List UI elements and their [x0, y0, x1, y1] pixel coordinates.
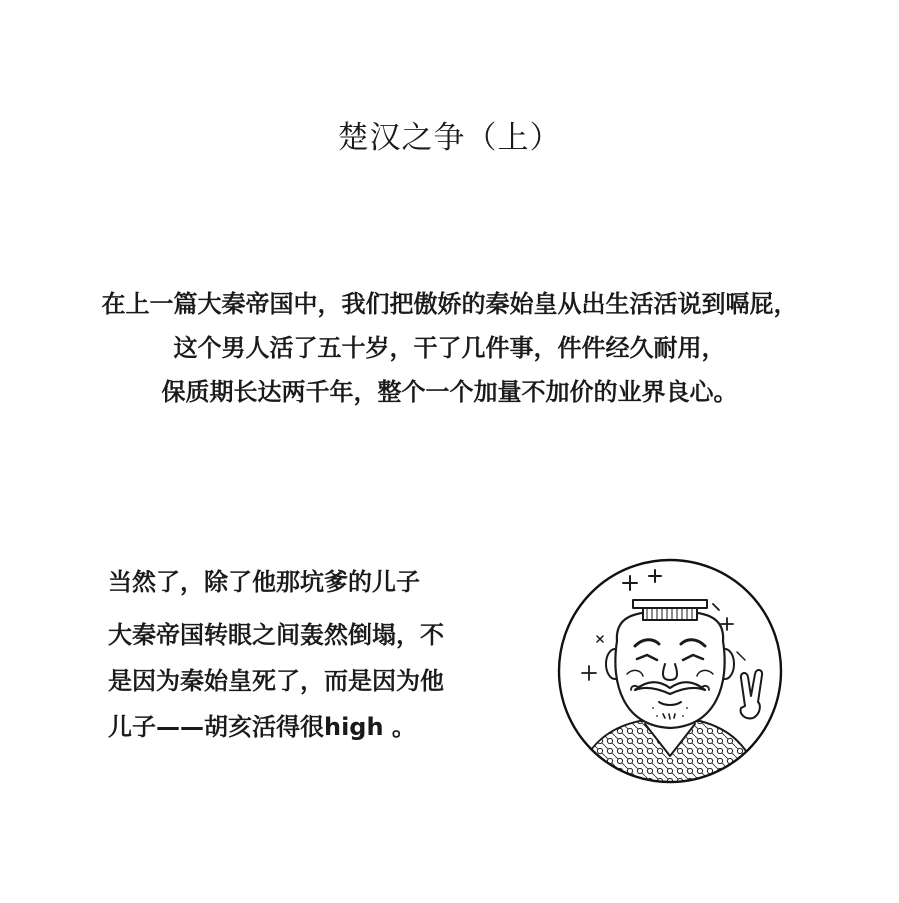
page-title: 楚汉之争（上） — [337, 120, 562, 156]
emperor-portrait-icon — [555, 556, 785, 786]
side-body — [108, 612, 538, 750]
side-line-1: 大秦帝国转眼之间轰然倒塌，不 — [108, 621, 444, 649]
intro-line-2: 这个男人活了五十岁，干了几件事，件件经久耐用， — [173, 334, 726, 362]
side-line-2: 是因为秦始皇死了，而是因为他 — [108, 667, 444, 695]
intro-line-3: 保质期长达两千年，整个一个加量不加价的业界良心。 — [161, 378, 738, 406]
intro-line-1: 在上一篇大秦帝国中，我们把傲娇的秦始皇从出生活活说到嗝屁， — [101, 290, 798, 318]
side-line-3: 儿子——胡亥活得很high 。 — [108, 713, 416, 741]
side-text — [108, 562, 538, 750]
side-first-line: 当然了，除了他那坑爹的儿子 — [108, 568, 420, 596]
intro-paragraph — [0, 282, 899, 414]
